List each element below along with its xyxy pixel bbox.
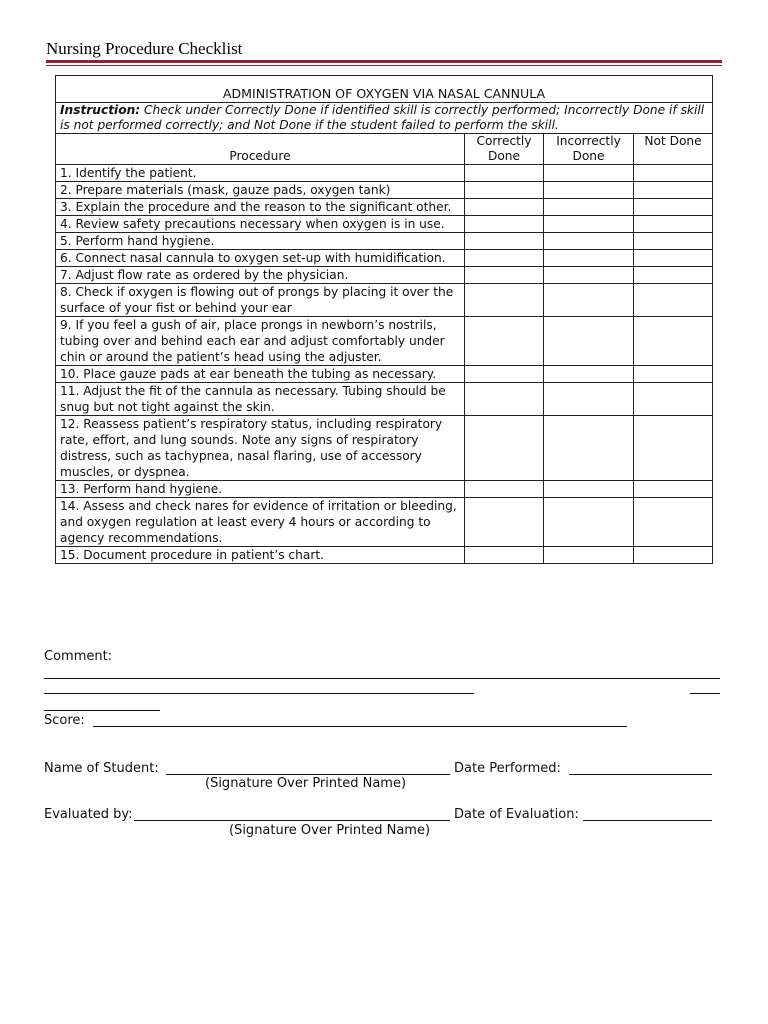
evaluator-signature-note: (Signature Over Printed Name) [229,823,431,838]
correctly-done-cell[interactable] [465,317,544,366]
comment-label: Comment: [44,649,113,664]
not-done-cell[interactable] [634,199,713,216]
correctly-done-cell[interactable] [465,284,544,317]
procedure-step-text: 15. Document procedure in patient’s chart. [56,547,465,564]
not-done-cell[interactable] [634,216,713,233]
not-done-cell[interactable] [634,233,713,250]
date-performed-line[interactable] [569,774,712,775]
procedure-step-row [56,317,713,366]
instruction-label: Instruction: [60,103,141,117]
page-title: Nursing Procedure Checklist [46,39,243,58]
procedure-step-row [56,498,713,547]
procedure-step-row [56,233,713,250]
incorrectly-done-cell[interactable] [544,383,634,416]
header-not-done: Not Done [634,134,713,165]
table-title: ADMINISTRATION OF OXYGEN VIA NASAL CANNULA [56,86,713,103]
correctly-done-cell[interactable] [465,165,544,182]
checklist-table [55,75,713,564]
incorrectly-done-cell[interactable] [544,366,634,383]
procedure-step-row [56,199,713,216]
incorrectly-done-cell[interactable] [544,284,634,317]
not-done-cell[interactable] [634,498,713,547]
correctly-done-cell[interactable] [465,233,544,250]
procedure-step-row [56,481,713,498]
procedure-step-row [56,267,713,284]
not-done-cell[interactable] [634,547,713,564]
procedure-step-text: 4. Review safety precautions necessary when oxygen is in use. [56,216,465,233]
procedure-step-text: 14. Assess and check nares for evidence of irritation or bleeding, and oxygen regulation at least every 4 hours or according to agency recommendations. [56,498,465,547]
procedure-step-text: 1. Identify the patient. [56,165,465,182]
incorrectly-done-cell[interactable] [544,199,634,216]
header-rule-thin [46,65,722,66]
incorrectly-done-cell[interactable] [544,216,634,233]
correctly-done-cell[interactable] [465,416,544,481]
column-header-row [56,134,713,165]
procedure-step-row [56,284,713,317]
incorrectly-done-cell[interactable] [544,267,634,284]
not-done-cell[interactable] [634,165,713,182]
table-top-spacer [56,76,713,87]
table-title-row [56,86,713,103]
date-evaluation-line[interactable] [583,820,712,821]
procedure-step-row [56,165,713,182]
correctly-done-cell[interactable] [465,547,544,564]
comment-line-1[interactable] [44,678,720,679]
correctly-done-cell[interactable] [465,182,544,199]
procedure-step-row [56,547,713,564]
correctly-done-cell[interactable] [465,498,544,547]
not-done-cell[interactable] [634,317,713,366]
instruction-row [56,103,713,134]
procedure-step-text: 6. Connect nasal cannula to oxygen set-up with humidification. [56,250,465,267]
procedure-step-row [56,250,713,267]
procedure-step-text: 12. Reassess patient’s respiratory status, including respiratory rate, effort, and lung sounds. Note any signs of respiratory distress, such as tachypnea, nasal flaring, use of accessory muscles, or dyspnea. [56,416,465,481]
procedure-step-row [56,383,713,416]
correctly-done-cell[interactable] [465,199,544,216]
procedure-step-text: 9. If you feel a gush of air, place prongs in newborn’s nostrils, tubing over and behind each ear and adjust comfortably under chin or around the patient’s head using the adjuster. [56,317,465,366]
instruction-cell [56,103,713,134]
not-done-cell[interactable] [634,267,713,284]
incorrectly-done-cell[interactable] [544,416,634,481]
incorrectly-done-cell[interactable] [544,481,634,498]
procedure-step-text: 5. Perform hand hygiene. [56,233,465,250]
procedure-step-text: 11. Adjust the fit of the cannula as necessary. Tubing should be snug but not tight against the skin. [56,383,465,416]
score-line[interactable] [93,726,627,727]
procedure-step-text: 7. Adjust flow rate as ordered by the physician. [56,267,465,284]
not-done-cell[interactable] [634,416,713,481]
header-incorrectly-done: Incorrectly Done [544,134,634,165]
procedure-step-row [56,366,713,383]
comment-line-2b[interactable] [690,693,720,694]
student-name-label: Name of Student: [44,761,159,776]
procedure-step-text: 2. Prepare materials (mask, gauze pads, oxygen tank) [56,182,465,199]
correctly-done-cell[interactable] [465,366,544,383]
procedure-step-row [56,216,713,233]
correctly-done-cell[interactable] [465,383,544,416]
header-rule [46,60,722,63]
procedure-step-text: 10. Place gauze pads at ear beneath the tubing as necessary. [56,366,465,383]
incorrectly-done-cell[interactable] [544,233,634,250]
not-done-cell[interactable] [634,250,713,267]
instruction-text: Check under Correctly Done if identified skill is correctly performed; Incorrectly Done if skill is not performed correctly; and Not Done if the student failed to perform the skill. [60,103,705,132]
comment-line-3[interactable] [44,710,160,711]
incorrectly-done-cell[interactable] [544,547,634,564]
header-procedure: Procedure [56,134,465,165]
evaluated-by-line[interactable] [134,820,450,821]
incorrectly-done-cell[interactable] [544,317,634,366]
not-done-cell[interactable] [634,383,713,416]
incorrectly-done-cell[interactable] [544,182,634,199]
correctly-done-cell[interactable] [465,216,544,233]
procedure-step-row [56,182,713,199]
comment-line-2a[interactable] [44,693,474,694]
incorrectly-done-cell[interactable] [544,498,634,547]
evaluated-by-label: Evaluated by: [44,807,133,822]
not-done-cell[interactable] [634,366,713,383]
score-label: Score: [44,713,85,728]
date-evaluation-label: Date of Evaluation: [454,807,579,822]
procedure-step-text: 13. Perform hand hygiene. [56,481,465,498]
date-performed-label: Date Performed: [454,761,561,776]
not-done-cell[interactable] [634,284,713,317]
header-correctly-done: Correctly Done [465,134,544,165]
procedure-step-text: 3. Explain the procedure and the reason to the significant other. [56,199,465,216]
not-done-cell[interactable] [634,481,713,498]
student-signature-note: (Signature Over Printed Name) [205,776,407,791]
correctly-done-cell[interactable] [465,267,544,284]
procedure-step-row [56,416,713,481]
correctly-done-cell[interactable] [465,250,544,267]
incorrectly-done-cell[interactable] [544,250,634,267]
correctly-done-cell[interactable] [465,481,544,498]
page-header [46,38,722,66]
not-done-cell[interactable] [634,182,713,199]
procedure-step-text: 8. Check if oxygen is flowing out of prongs by placing it over the surface of your fist or behind your ear [56,284,465,317]
incorrectly-done-cell[interactable] [544,165,634,182]
steps-body [56,165,713,564]
